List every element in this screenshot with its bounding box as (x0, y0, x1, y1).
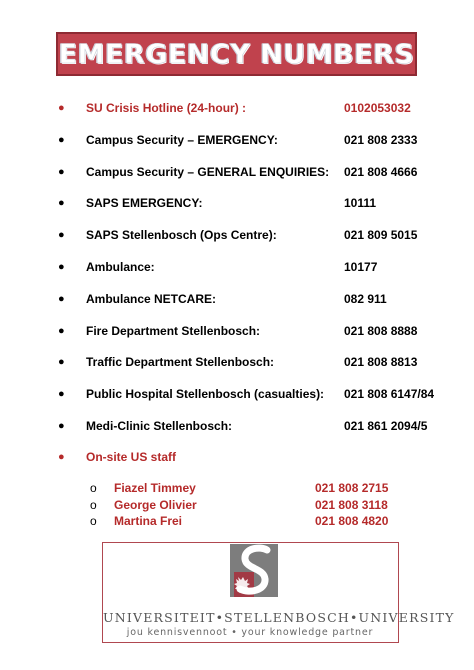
university-logo (102, 542, 455, 643)
staff-phone: 021 808 4820 (315, 514, 389, 528)
contact-number: 021 861 2094/5 (344, 419, 428, 433)
bullet-icon: ● (58, 356, 65, 369)
contact-row (0, 354, 474, 374)
contact-number: 021 809 5015 (344, 228, 418, 243)
contact-number: 021 808 2333 (344, 132, 418, 147)
staff-name: Martina Frei (114, 514, 183, 528)
contact-number: 021 808 6147/84 (344, 387, 435, 402)
staff-phone: 021 808 2715 (315, 481, 389, 495)
contact-label: SAPS Stellenbosch (Ops Centre): (86, 228, 277, 243)
staff-name: George Olivier (114, 497, 197, 512)
contact-row (0, 323, 474, 343)
contact-label: Fire Department Stellenbosch: (86, 323, 261, 338)
contact-row (0, 100, 474, 120)
page-title: EMERGENCY NUMBERS (58, 38, 415, 70)
contact-row (0, 386, 474, 406)
contact-row (0, 132, 474, 152)
staff-name: Fiazel Timmey (114, 481, 196, 495)
contact-label: Campus Security – GENERAL ENQUIRIES: (86, 164, 330, 179)
contact-label: Traffic Department Stellenbosch: (86, 355, 275, 370)
university-name: UNIVERSITEIT•STELLENBOSCH•UNIVERSITY (103, 610, 455, 625)
bullet-icon: ● (58, 165, 65, 178)
contact-number: 10177 (344, 260, 378, 274)
bullet-icon: ● (58, 324, 65, 337)
onsite-label: On-site US staff (86, 450, 177, 464)
bullet-icon: ● (58, 197, 65, 210)
bullet-icon: ● (58, 388, 65, 401)
contact-row (0, 291, 474, 311)
contact-row (0, 164, 474, 184)
university-tagline: jou kennisvennoot • your knowledge partner (126, 627, 374, 638)
university-crest-icon (230, 544, 278, 597)
contact-number: 021 808 8888 (344, 323, 418, 338)
bullet-icon: ● (58, 133, 65, 146)
staff-phone: 021 808 3118 (315, 497, 388, 512)
bullet-icon: ● (58, 451, 65, 463)
circle-bullet-icon: o (90, 481, 97, 495)
contact-number: 082 911 (344, 291, 387, 306)
bullet-icon: ● (58, 420, 65, 432)
contact-number: 10111 (344, 196, 377, 211)
contact-number: 0102053032 (344, 101, 411, 115)
contact-row (0, 195, 474, 215)
contact-label: SU Crisis Hotline (24-hour) : (86, 101, 247, 115)
contact-row (0, 227, 474, 247)
circle-bullet-icon: o (90, 497, 97, 512)
onsite-staff-heading (0, 449, 474, 469)
contact-number: 021 808 8813 (344, 355, 418, 370)
contact-label: Ambulance: (86, 260, 155, 274)
bullet-icon: ● (58, 102, 65, 114)
circle-bullet-icon: o (90, 514, 97, 528)
title-banner (56, 32, 417, 76)
staff-row (0, 481, 474, 497)
contact-label: Ambulance NETCARE: (86, 291, 217, 306)
staff-row (0, 498, 474, 514)
contact-row (0, 418, 474, 438)
staff-row (0, 514, 474, 530)
contact-label: SAPS EMERGENCY: (86, 196, 203, 211)
bullet-icon: ● (58, 261, 65, 273)
bullet-icon: ● (58, 292, 65, 305)
contact-label: Medi-Clinic Stellenbosch: (86, 419, 233, 433)
contact-label: Public Hospital Stellenbosch (casualties): (86, 387, 325, 402)
contact-label: Campus Security – EMERGENCY: (86, 132, 278, 147)
contact-row (0, 259, 474, 279)
contact-number: 021 808 4666 (344, 164, 418, 179)
bullet-icon: ● (58, 229, 65, 242)
